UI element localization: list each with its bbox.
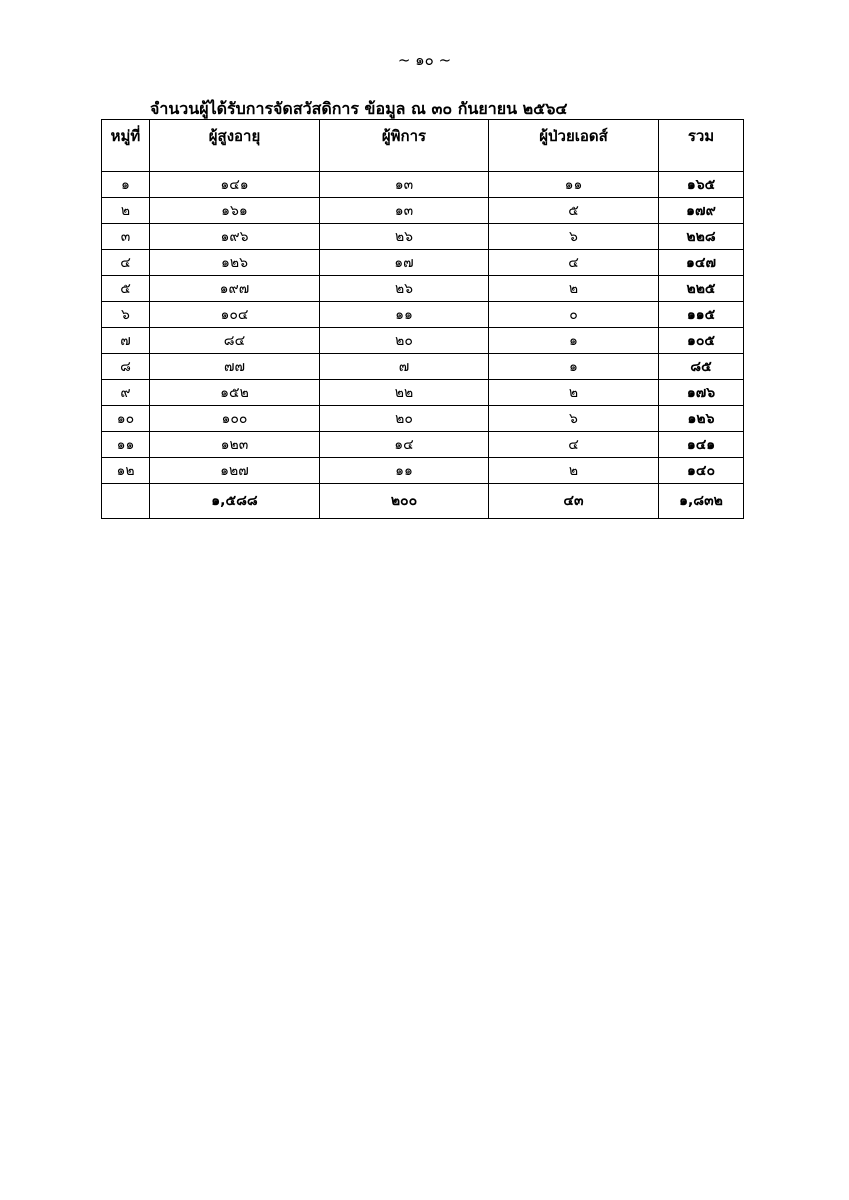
cell-total: ๑๒๖ (659, 406, 744, 432)
sum-aids: ๔๓ (489, 484, 659, 519)
cell-elderly: ๑๖๑ (150, 198, 320, 224)
table-row (102, 172, 744, 198)
cell-village: ๔ (102, 250, 150, 276)
cell-aids: ๔ (489, 432, 659, 458)
cell-total: ๑๑๕ (659, 302, 744, 328)
cell-elderly: ๑๙๗ (150, 276, 320, 302)
cell-village: ๕ (102, 276, 150, 302)
cell-elderly: ๑๐๐ (150, 406, 320, 432)
cell-aids: ๑ (489, 328, 659, 354)
table-header-row (102, 120, 744, 172)
cell-disabled: ๒๒ (320, 380, 489, 406)
cell-aids: ๕ (489, 198, 659, 224)
table-row (102, 276, 744, 302)
cell-total: ๑๔๑ (659, 432, 744, 458)
table-row (102, 250, 744, 276)
sum-disabled: ๒๐๐ (320, 484, 489, 519)
cell-total: ๑๖๕ (659, 172, 744, 198)
cell-total: ๒๒๕ (659, 276, 744, 302)
cell-disabled: ๒๖ (320, 276, 489, 302)
cell-aids: ๖ (489, 224, 659, 250)
cell-total: ๑๐๕ (659, 328, 744, 354)
sum-elderly: ๑,๕๘๘ (150, 484, 320, 519)
cell-elderly: ๘๔ (150, 328, 320, 354)
cell-aids: ๒ (489, 380, 659, 406)
cell-elderly: ๑๐๔ (150, 302, 320, 328)
sum-total: ๑,๘๓๒ (659, 484, 744, 519)
cell-disabled: ๑๗ (320, 250, 489, 276)
document-title: จำนวนผู้ได้รับการจัดสวัสดิการ ข้อมูล ณ ๓๐ กันยายน ๒๕๖๔ (150, 99, 568, 118)
welfare-table (101, 119, 744, 519)
cell-elderly: ๑๕๒ (150, 380, 320, 406)
header-total: รวม (659, 120, 744, 172)
cell-disabled: ๑๑ (320, 458, 489, 484)
cell-village: ๑๐ (102, 406, 150, 432)
cell-aids: ๖ (489, 406, 659, 432)
table-row (102, 224, 744, 250)
header-elderly: ผู้สูงอายุ (150, 120, 320, 172)
table-row (102, 354, 744, 380)
table-sum-row (102, 484, 744, 519)
cell-aids: ๑๑ (489, 172, 659, 198)
cell-aids: ๑ (489, 354, 659, 380)
cell-disabled: ๒๐ (320, 406, 489, 432)
cell-disabled: ๒๖ (320, 224, 489, 250)
cell-aids: ๒ (489, 458, 659, 484)
table-row (102, 380, 744, 406)
cell-village: ๓ (102, 224, 150, 250)
cell-aids: ๔ (489, 250, 659, 276)
cell-total: ๒๒๘ (659, 224, 744, 250)
table-row (102, 198, 744, 224)
header-village: หมู่ที่ (102, 120, 150, 172)
cell-total: ๑๗๖ (659, 380, 744, 406)
page-number: ~ ๑๐ ~ (397, 51, 452, 69)
cell-elderly: ๑๒๖ (150, 250, 320, 276)
cell-village: ๗ (102, 328, 150, 354)
cell-village: ๑๑ (102, 432, 150, 458)
cell-disabled: ๑๓ (320, 198, 489, 224)
header-aids: ผู้ป่วยเอดส์ (489, 120, 659, 172)
cell-village: ๑๒ (102, 458, 150, 484)
table-row (102, 406, 744, 432)
cell-aids: ๒ (489, 276, 659, 302)
cell-disabled: ๗ (320, 354, 489, 380)
table-row (102, 458, 744, 484)
cell-total: ๑๔๗ (659, 250, 744, 276)
table-row (102, 328, 744, 354)
cell-aids: ๐ (489, 302, 659, 328)
cell-elderly: ๑๙๖ (150, 224, 320, 250)
cell-village: ๑ (102, 172, 150, 198)
table-row (102, 302, 744, 328)
cell-village: ๖ (102, 302, 150, 328)
cell-disabled: ๒๐ (320, 328, 489, 354)
cell-disabled: ๑๔ (320, 432, 489, 458)
cell-village: ๙ (102, 380, 150, 406)
table-row (102, 432, 744, 458)
cell-total: ๑๔๐ (659, 458, 744, 484)
header-disabled: ผู้พิการ (320, 120, 489, 172)
cell-elderly: ๑๔๑ (150, 172, 320, 198)
cell-total: ๘๕ (659, 354, 744, 380)
cell-village: ๘ (102, 354, 150, 380)
cell-disabled: ๑๑ (320, 302, 489, 328)
cell-elderly: ๑๒๗ (150, 458, 320, 484)
cell-elderly: ๑๒๓ (150, 432, 320, 458)
cell-disabled: ๑๓ (320, 172, 489, 198)
cell-elderly: ๗๗ (150, 354, 320, 380)
cell-village: ๒ (102, 198, 150, 224)
sum-village (102, 484, 150, 519)
cell-total: ๑๗๙ (659, 198, 744, 224)
